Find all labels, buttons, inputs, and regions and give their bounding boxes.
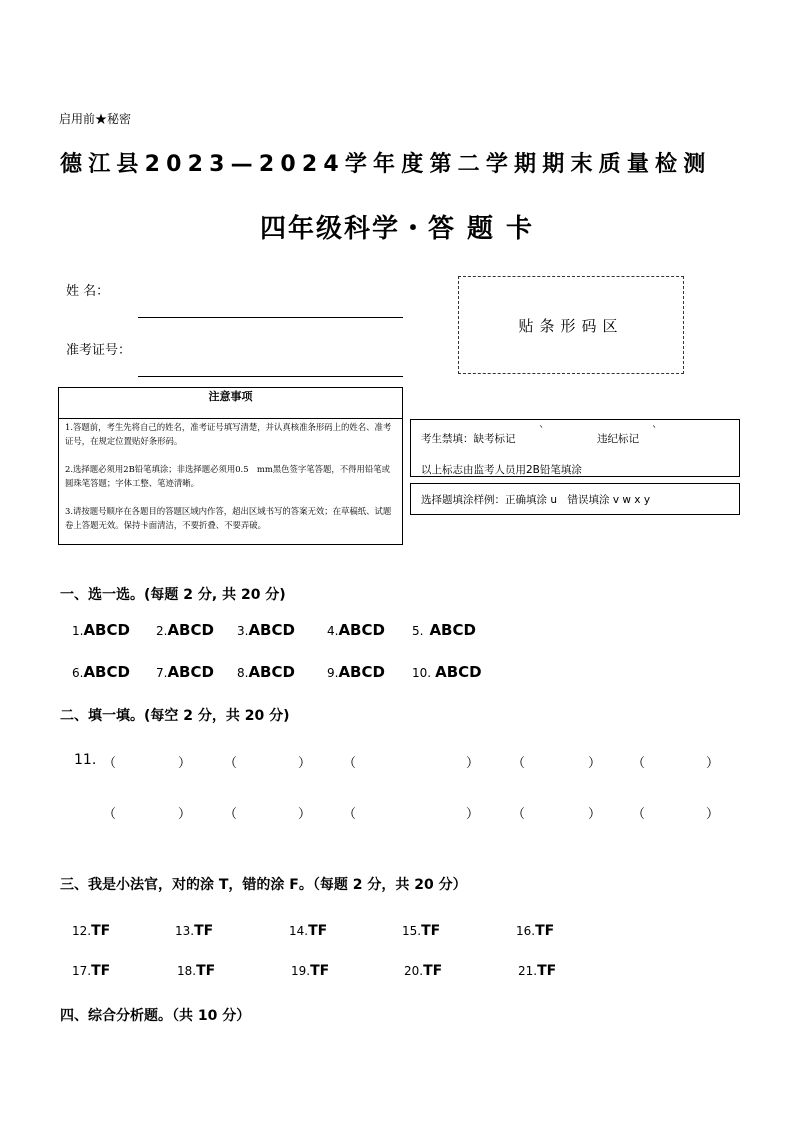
blank-close-paren: ） xyxy=(706,756,720,771)
mc-question[interactable] xyxy=(412,621,476,639)
notice-title: 注意事项 xyxy=(59,388,402,419)
tf-question[interactable] xyxy=(72,963,110,979)
blank-open-paren: （ xyxy=(224,807,238,822)
question-number: 21. xyxy=(518,964,538,978)
tf-question[interactable] xyxy=(402,923,440,939)
tf-options[interactable]: TF xyxy=(421,923,441,939)
blank-open-paren: （ xyxy=(512,756,526,771)
blank-open-paren: （ xyxy=(224,756,238,771)
blank-open-paren: （ xyxy=(632,756,646,771)
mc-options[interactable]: ABCD xyxy=(435,663,482,681)
mc-question[interactable] xyxy=(327,663,385,681)
notice-item: 3.请按题号顺序在各题目的答题区域内作答，超出区域书写的答案无效；在草稿纸、试题卷上答题无效。保持卡面清洁，不要折叠、不要弄破。 xyxy=(65,506,392,530)
question-number: 18. xyxy=(177,964,197,978)
tf-options[interactable]: TF xyxy=(535,923,555,939)
fill-blank[interactable] xyxy=(239,799,294,821)
question-number: 2. xyxy=(156,624,168,638)
section-4-heading: 四、综合分析题。（共 10 分） xyxy=(60,1008,251,1024)
tf-question[interactable] xyxy=(177,963,215,979)
exam-title: 德江县2023—2024学年度第二学期期末质量检测 xyxy=(60,152,712,177)
proctor-note: 以上标志由监考人员用2B铅笔填涂 xyxy=(421,464,582,476)
question-number: 11. xyxy=(74,752,97,768)
fill-blank[interactable] xyxy=(527,748,584,770)
name-field[interactable] xyxy=(138,317,403,318)
secret-label: 启用前★秘密 xyxy=(59,112,132,126)
mc-question[interactable] xyxy=(72,663,130,681)
question-number: 3. xyxy=(237,624,249,638)
fill-blank[interactable] xyxy=(358,799,462,821)
tf-options[interactable]: TF xyxy=(537,963,557,979)
tf-options[interactable]: TF xyxy=(423,963,443,979)
question-number: 9. xyxy=(327,666,339,680)
mc-options[interactable]: ABCD xyxy=(248,621,295,639)
tf-options[interactable]: TF xyxy=(91,923,111,939)
mc-options[interactable]: ABCD xyxy=(167,663,214,681)
question-number: 13. xyxy=(175,924,195,938)
mc-question[interactable] xyxy=(412,663,482,681)
fill-example-box xyxy=(410,483,740,515)
blank-close-paren: ） xyxy=(588,807,602,822)
mc-question[interactable] xyxy=(327,621,385,639)
mc-options[interactable]: ABCD xyxy=(338,663,385,681)
tf-question[interactable] xyxy=(404,963,442,979)
section-3-heading: 三、我是小法官，对的涂 T，错的涂 F。（每题 2 分，共 20 分） xyxy=(60,877,467,893)
blank-open-paren: （ xyxy=(512,807,526,822)
question-number: 4. xyxy=(327,624,339,638)
blank-open-paren: （ xyxy=(343,807,357,822)
blank-close-paren: ） xyxy=(298,756,312,771)
answer-sheet-title: 四年级科学・答 题 卡 xyxy=(259,214,535,244)
blank-open-paren: （ xyxy=(103,756,117,771)
tf-question[interactable] xyxy=(518,963,556,979)
mc-question[interactable] xyxy=(237,663,295,681)
blank-close-paren: ） xyxy=(178,807,192,822)
fill-blank[interactable] xyxy=(239,748,294,770)
violation-mark-box[interactable]: ` xyxy=(652,425,658,437)
blank-open-paren: （ xyxy=(632,807,646,822)
question-number: 19. xyxy=(291,964,311,978)
mc-options[interactable]: ABCD xyxy=(167,621,214,639)
question-number: 6. xyxy=(72,666,84,680)
question-number: 17. xyxy=(72,964,92,978)
question-number: 12. xyxy=(72,924,92,938)
fill-blank[interactable] xyxy=(527,799,584,821)
question-number: 8. xyxy=(237,666,249,680)
fill-blank[interactable] xyxy=(647,799,702,821)
absent-mark-box[interactable]: ` xyxy=(539,425,545,437)
section-1-heading: 一、选一选。(每题 2 分, 共 20 分) xyxy=(60,587,286,603)
section-2-heading: 二、填一填。(每空 2 分，共 20 分) xyxy=(60,708,290,724)
blank-open-paren: （ xyxy=(343,756,357,771)
fill-blank[interactable] xyxy=(118,748,174,770)
notice-item: 2.选择题必须用2B铅笔填涂；非选择题必须用0.5 mm黑色签字笔答题，不得用铅笔或圆珠笔答题；字体工整、笔迹清晰。 xyxy=(65,464,391,488)
mc-options[interactable]: ABCD xyxy=(248,663,295,681)
tf-question[interactable] xyxy=(291,963,329,979)
tf-options[interactable]: TF xyxy=(91,963,111,979)
fill-blank[interactable] xyxy=(647,748,702,770)
blank-open-paren: （ xyxy=(103,807,117,822)
mc-options[interactable]: ABCD xyxy=(83,621,130,639)
tf-options[interactable]: TF xyxy=(194,923,214,939)
exam-id-label: 准考证号： xyxy=(66,343,132,358)
mc-options[interactable]: ABCD xyxy=(429,621,476,639)
mc-options[interactable]: ABCD xyxy=(83,663,130,681)
mc-options[interactable]: ABCD xyxy=(338,621,385,639)
violation-mark-label: 违纪标记 xyxy=(597,433,639,445)
question-number: 10. xyxy=(412,666,432,680)
tf-options[interactable]: TF xyxy=(196,963,216,979)
tf-options[interactable]: TF xyxy=(310,963,330,979)
question-number: 1. xyxy=(72,624,84,638)
tf-options[interactable]: TF xyxy=(308,923,328,939)
mc-question[interactable] xyxy=(156,663,214,681)
tf-question[interactable] xyxy=(72,923,110,939)
blank-close-paren: ） xyxy=(588,756,602,771)
question-number: 20. xyxy=(404,964,424,978)
question-number: 16. xyxy=(516,924,536,938)
mc-question[interactable] xyxy=(72,621,130,639)
blank-close-paren: ） xyxy=(466,807,480,822)
exam-id-field[interactable] xyxy=(138,376,403,377)
fill-blank[interactable] xyxy=(118,799,174,821)
tf-question[interactable] xyxy=(516,923,554,939)
question-number: 14. xyxy=(289,924,309,938)
exam-status-box xyxy=(410,419,740,477)
question-number: 7. xyxy=(156,666,168,680)
tf-question[interactable] xyxy=(175,923,213,939)
mc-question[interactable] xyxy=(156,621,214,639)
blank-close-paren: ） xyxy=(298,807,312,822)
mc-question[interactable] xyxy=(237,621,295,639)
absent-mark-label: 考生禁填：缺考标记 xyxy=(421,433,516,445)
question-number: 15. xyxy=(402,924,422,938)
fill-blank[interactable] xyxy=(358,748,462,770)
notice-item: 1.答题前，考生先将自己的姓名，准考证号填写清楚，并认真核准条形码上的姓名、准考证号，在规定位置贴好条形码。 xyxy=(65,422,392,446)
fill-example-text: 选择题填涂样例：正确填涂 u 错误填涂 v w x y xyxy=(421,494,651,506)
question-number: 5. xyxy=(412,624,424,638)
blank-close-paren: ） xyxy=(178,756,192,771)
tf-question[interactable] xyxy=(289,923,327,939)
barcode-area[interactable]: 贴条形码区 xyxy=(458,276,684,374)
blank-close-paren: ） xyxy=(466,756,480,771)
name-label: 姓 名： xyxy=(66,284,110,299)
blank-close-paren: ） xyxy=(706,807,720,822)
notice-box xyxy=(58,387,403,545)
